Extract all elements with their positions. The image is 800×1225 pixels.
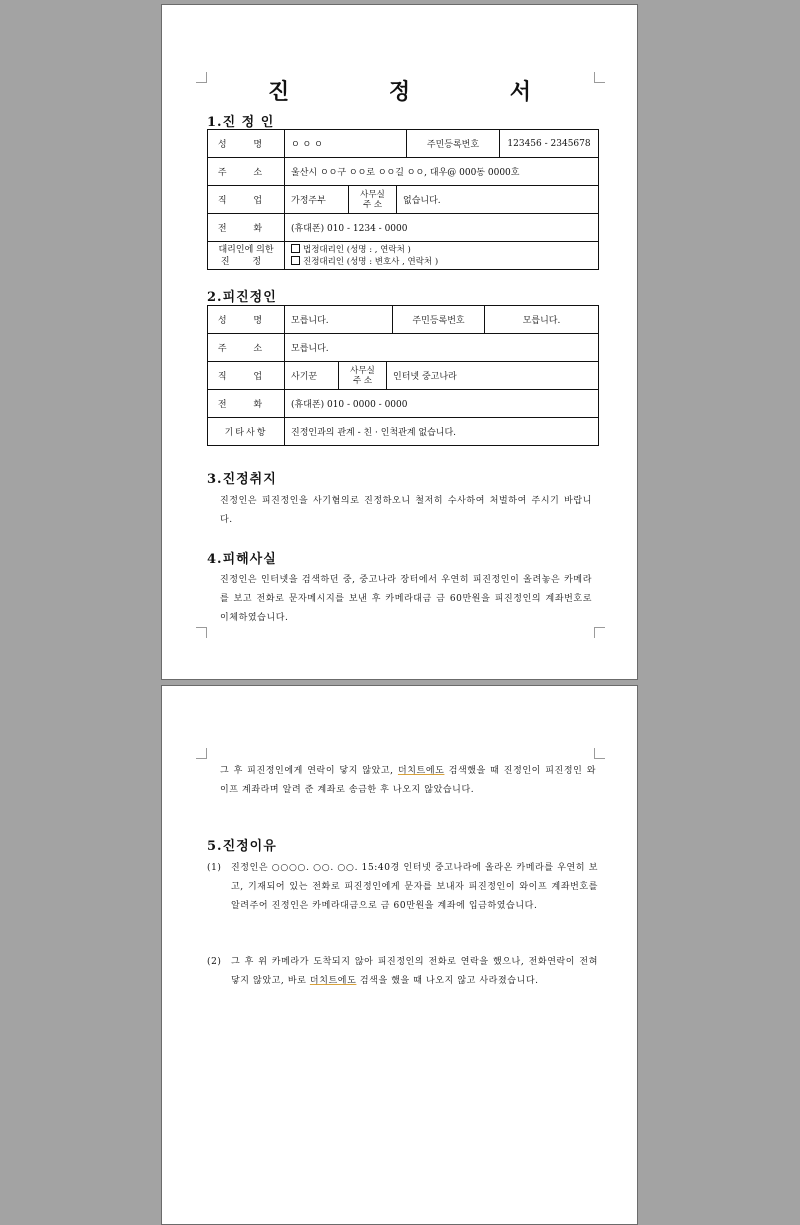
table-row	[208, 242, 599, 270]
checkbox-icon[interactable]	[291, 256, 300, 265]
reason-text	[231, 953, 598, 991]
damage-paragraph-continued	[220, 762, 596, 800]
address-label: 주 소	[208, 334, 285, 362]
address-value: 모릅니다.	[285, 334, 599, 362]
id-label: 주민등록번호	[407, 130, 500, 158]
phone-label: 전 화	[208, 390, 285, 418]
reason-text: 진정인은 ○○○○. ○○. ○○. 15:40경 인터넷 중고나라에 올라온 카메라를 우연히 보고, 기재되어 있는 전화로 피진정인에게 문자를 보내자 피진정인이 와이프 계좌번호를 알려주어 진정인은 카메라대금으로 금 60만원을 계좌에 입금하였습니다.	[231, 863, 598, 911]
office-label-line: 사무실	[350, 365, 375, 376]
crop-mark	[594, 627, 605, 638]
reason-text-part: 검색을 했을 때 나오지 않고 사라졌습니다.	[356, 976, 539, 986]
phone-value: (휴대폰) 010 - 0000 - 0000	[285, 390, 599, 418]
phone-value: (휴대폰) 010 - 1234 - 0000	[285, 214, 599, 242]
name-value: 모릅니다.	[285, 306, 393, 334]
document-title: 진 정 서	[267, 79, 578, 105]
crop-mark	[196, 748, 207, 759]
address-label: 주 소	[208, 158, 285, 186]
section-respondent-heading: 2.피진정인	[207, 290, 277, 305]
name-value: ㅇ ㅇ ㅇ	[285, 130, 407, 158]
reason-number: (2)	[207, 957, 222, 967]
complaint-proxy-option	[291, 256, 592, 268]
name-label: 성 명	[208, 306, 285, 334]
damage-paragraph: 진정인은 인터넷을 검색하던 중, 중고나라 장터에서 우연히 피진정인이 올려놓은 카메라를 보고 전화로 문자메시지를 보낸 후 카메라대금 금 60만원을 피진정인의 계좌번호로 이체하였습니다.	[220, 575, 592, 623]
section-damage-heading: 4.피해사실	[207, 552, 277, 567]
legal-proxy-option	[291, 244, 592, 256]
phone-label: 전 화	[208, 214, 285, 242]
purpose-paragraph: 진정인은 피진정인을 사기혐의로 진정하오니 철저히 수사하여 처벌하여 주시기 바랍니다.	[220, 496, 592, 525]
office-value: 없습니다.	[397, 186, 599, 214]
name-label: 성 명	[208, 130, 285, 158]
table-row	[208, 158, 599, 186]
section-purpose-heading: 3.진정취지	[207, 472, 277, 487]
office-label-line: 주 소	[362, 199, 383, 210]
table-row	[208, 186, 599, 214]
damage-text: 검색했을 때 진정인이 피진정인 와이프 계좌라며 알려 준 계좌로 송금한 후 나오지 않았습니다.	[220, 766, 597, 795]
table-row	[208, 306, 599, 334]
proxy-label-line: 진 정	[220, 256, 272, 267]
crop-mark	[594, 748, 605, 759]
job-label: 직 업	[208, 186, 285, 214]
thecheat-highlight: 더치트에도	[397, 766, 445, 776]
section-complainant-heading: 1.진 정 인	[207, 115, 275, 130]
proxy-options	[285, 242, 599, 270]
complainant-table	[207, 129, 599, 270]
office-label	[339, 362, 387, 390]
reason-item-1	[207, 859, 598, 916]
document-page-2	[161, 685, 638, 1225]
table-row	[208, 418, 599, 446]
office-value: 인터넷 중고나라	[387, 362, 599, 390]
complaint-proxy-text: 진정대리인 (성명 : 변호사 , 연락처 )	[303, 256, 439, 267]
table-row	[208, 334, 599, 362]
respondent-table	[207, 305, 599, 446]
proxy-label	[208, 242, 285, 270]
office-label	[349, 186, 397, 214]
office-label-line: 주 소	[352, 375, 373, 386]
legal-proxy-text: 법정대리인 (성명 : , 연락처 )	[303, 244, 411, 255]
table-row	[208, 390, 599, 418]
etc-label: 기타사항	[208, 418, 285, 446]
crop-mark	[196, 627, 207, 638]
table-row	[208, 362, 599, 390]
address-value: 울산시 ㅇㅇ구 ㅇㅇ로 ㅇㅇ길 ㅇㅇ, 대우@ 000동 0000호	[285, 158, 599, 186]
reason-number: (1)	[207, 863, 222, 873]
job-value: 가정주부	[285, 186, 349, 214]
damage-text: 그 후 피진정인에게 연락이 닿지 않았고,	[220, 766, 398, 776]
thecheat-highlight: 더치트에도	[309, 976, 357, 986]
reason-item-2	[207, 953, 598, 991]
etc-value: 진정인과의 관계 - 친 · 인척관계 없습니다.	[285, 418, 599, 446]
checkbox-icon[interactable]	[291, 244, 300, 253]
id-value: 모릅니다.	[485, 306, 599, 334]
table-row	[208, 130, 599, 158]
id-value: 123456 - 2345678	[500, 130, 599, 158]
document-page-1	[161, 4, 638, 680]
table-row	[208, 214, 599, 242]
section-reason-heading: 5.진정이유	[207, 839, 277, 854]
proxy-label-line: 대리인에 의한	[218, 244, 274, 255]
reason-text-part: 그 후 위 카메라가 도착되지 않아 피진정인의 전화로 연락을 했으나, 전화연락이 전혀 닿지 않았고, 바로	[231, 957, 598, 986]
office-label-line: 사무실	[360, 189, 385, 200]
id-label: 주민등록번호	[393, 306, 485, 334]
job-label: 직 업	[208, 362, 285, 390]
job-value: 사기꾼	[285, 362, 339, 390]
